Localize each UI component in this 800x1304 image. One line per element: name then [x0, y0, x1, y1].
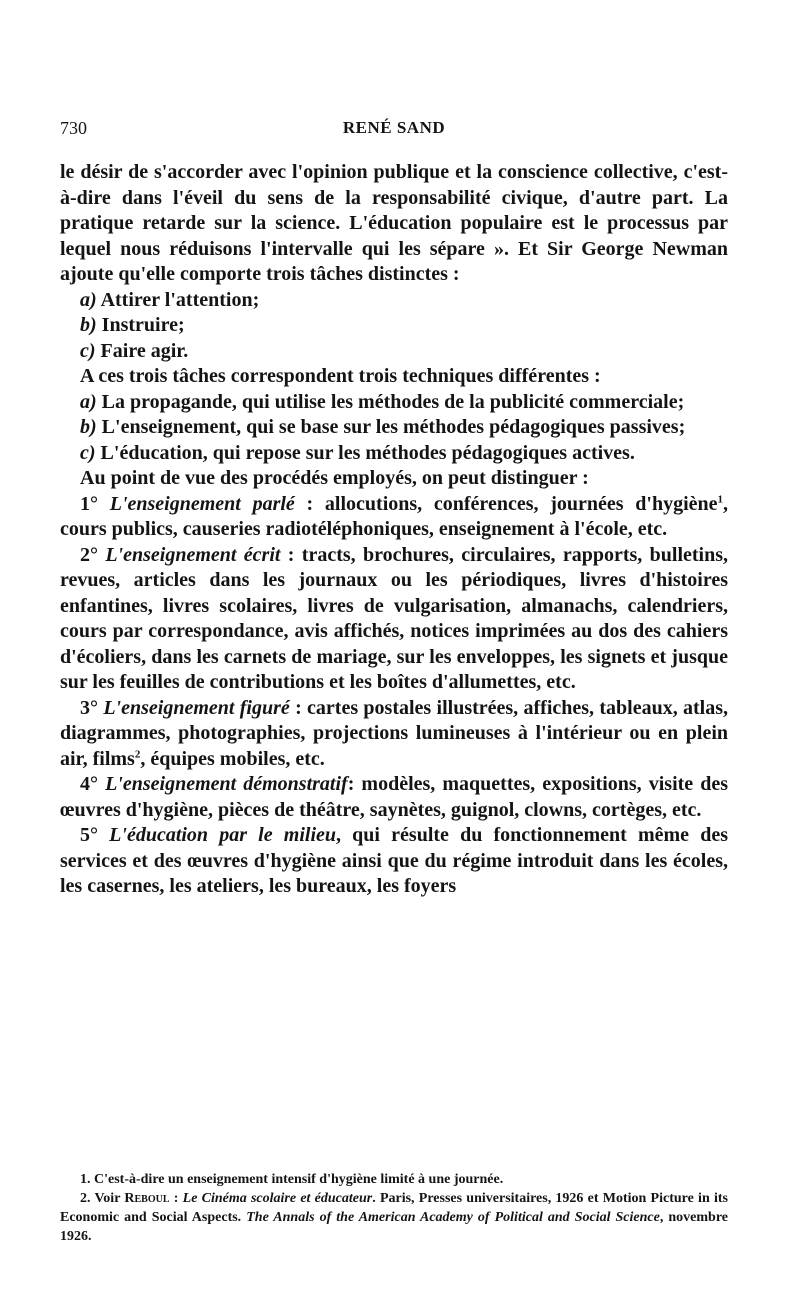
section-text: : modèles, maquettes, expositions, visite des œuvres d'hygiène, pièces de théâtre, saynètes, guignol, clowns, cortèges, etc.	[60, 773, 729, 821]
list-item-text: Attirer l'attention;	[100, 288, 260, 311]
footnotes	[60, 1170, 728, 1246]
footnote-ref[interactable]: 1	[717, 492, 724, 505]
footnote-ref[interactable]: 2	[134, 747, 141, 760]
list-item-text: L'éducation, qui repose sur les méthodes pédagogiques actives.	[100, 441, 635, 464]
running-head: RENÉ SAND	[342, 118, 446, 137]
list-item-text: Instruire;	[101, 314, 185, 336]
section-text: : tracts, brochures, circulaires, rapports, bulletins, revues, articles dans les journaux ou les périodiques, livres d'histoires enfantines, livres scolaires, livres de vulgarisation, almanachs, calendriers, cours par correspondance, avis affichés, notices imprimées au dos des cahiers d'écoliers, dans les carnets de mariage, sur les enveloppes, les signets et jusque sur les feuilles de contributions et les boîtes d'allumettes, etc.	[60, 543, 728, 693]
list-item	[60, 339, 728, 365]
list-marker: b)	[80, 314, 97, 336]
page	[60, 118, 728, 900]
footnote-number: 1.	[80, 1172, 91, 1187]
footnote-2	[60, 1189, 728, 1246]
section-1	[60, 492, 728, 543]
list-marker: c)	[80, 339, 96, 362]
list-marker: a)	[80, 288, 97, 311]
section-title: L'enseignement écrit	[105, 543, 281, 566]
section-title: L'éducation par le milieu	[109, 824, 337, 846]
footnote-text: , novembre 1926.	[60, 1210, 729, 1244]
section-title: L'enseignement parlé	[109, 492, 295, 515]
paragraph-2: A ces trois tâches correspondent trois techniques différentes :	[80, 365, 601, 387]
section-5	[60, 823, 728, 900]
list-marker: a)	[80, 390, 97, 413]
list-marker: c)	[80, 441, 96, 464]
section-title: L'enseignement démonstratif	[105, 773, 348, 795]
section-number: 2°	[80, 543, 98, 566]
section-number: 4°	[80, 773, 98, 795]
section-text: , cours publics, causeries radiotéléphoniques, enseignement à l'école, etc.	[60, 492, 729, 540]
list-item	[60, 288, 728, 314]
paragraph-3: Au point de vue des procédés employés, on peut distinguer :	[80, 467, 589, 489]
section-2	[60, 543, 728, 696]
footnote-1	[60, 1170, 728, 1189]
page-number: 730	[60, 118, 87, 138]
list-item	[60, 415, 728, 441]
section-text: : allocutions, conférences, journées d'hygiène	[294, 492, 718, 515]
section-text: , qui résulte du fonctionnement même des services et des œuvres d'hygiène ainsi que du régime introduit dans les écoles, les casernes, les ateliers, les bureaux, les foyers	[60, 824, 728, 897]
footnote-text: Voir	[90, 1191, 125, 1206]
footnote-author: Reboul	[124, 1191, 170, 1206]
footnote-book-title: Le Cinéma scolaire et éducateur	[182, 1191, 373, 1206]
paragraph-1: le désir de s'accorder avec l'opinion publique et la conscience collective, c'est-à-dire dans l'éveil du sens de la responsabilité civique, d'autre part. La pratique retarde sur la science. L'éducation populaire est le processus par lequel nous réduisons l'intervalle qui les sépare ». Et Sir George Newman ajoute qu'elle comporte trois tâches distinctes :	[60, 161, 728, 285]
section-number: 5°	[80, 824, 98, 846]
section-title: L'enseignement figuré	[103, 696, 290, 719]
body-text	[60, 160, 728, 900]
section-text: , équipes mobiles, etc.	[140, 747, 325, 770]
list-item	[60, 313, 728, 339]
page-header	[60, 118, 728, 160]
list-item-text: L'enseignement, qui se base sur les méthodes pédagogiques passives;	[101, 416, 686, 438]
list-marker: b)	[80, 416, 97, 438]
footnote-journal-title: The Annals of the American Academy of Political and Social Science	[246, 1210, 660, 1225]
list-item	[60, 390, 728, 416]
list-item	[60, 441, 728, 467]
section-text: : cartes postales illustrées, affiches, tableaux, atlas, diagrammes, photographies, projections lumineuses à l'intérieur ou en plein air, films	[60, 696, 729, 770]
section-number: 3°	[80, 696, 98, 719]
footnote-number: 2.	[80, 1191, 91, 1206]
section-4	[60, 772, 728, 823]
footnote-text: . Paris, Presses universitaires, 1926 et Motion Picture in its Economic and Social Aspects.	[60, 1191, 728, 1225]
list-item-text: Faire agir.	[100, 339, 189, 362]
footnote-text: C'est-à-dire un enseignement intensif d'hygiène limité à une journée.	[90, 1172, 504, 1187]
footnote-text: :	[169, 1191, 183, 1206]
section-3	[60, 696, 728, 773]
list-item-text: La propagande, qui utilise les méthodes de la publicité commerciale;	[101, 390, 685, 413]
section-number: 1°	[80, 492, 98, 515]
